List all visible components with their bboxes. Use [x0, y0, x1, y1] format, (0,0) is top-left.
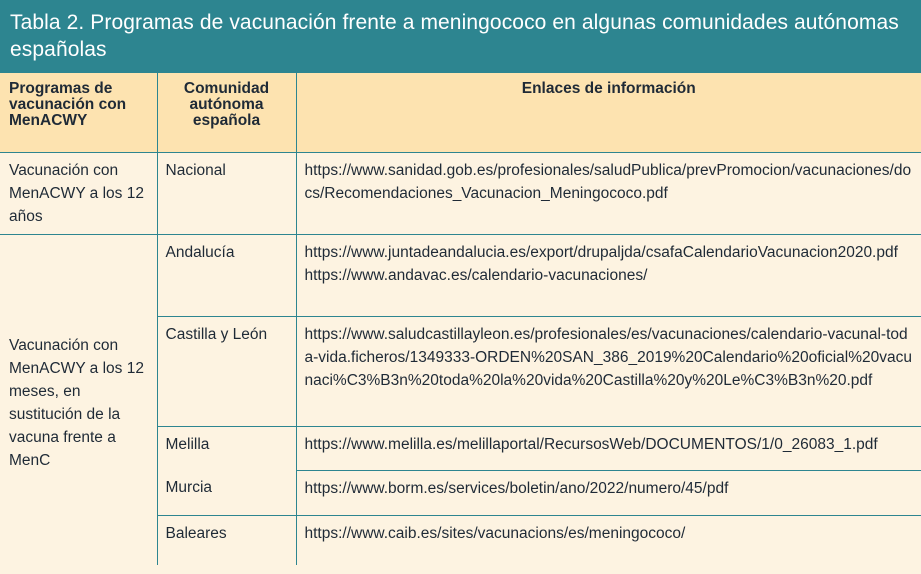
programa-cell: Vacunación con MenACWY a los 12 meses, en sustitución de la vacuna frente a MenC [9, 336, 144, 469]
programa-cell: Vacunación con MenACWY a los 12 años [0, 152, 157, 234]
links-cell [296, 234, 921, 316]
header-programas: Programas de vacunación con MenACWY [0, 73, 157, 152]
header-comunidad: Comunidad autónoma española [157, 73, 296, 152]
header-enlaces: Enlaces de información [296, 73, 921, 152]
comunidad-cell: Melilla [157, 426, 296, 470]
links-cell [296, 152, 921, 234]
comunidad-cell: Baleares [157, 515, 296, 565]
comunidad-cell: Murcia [157, 470, 296, 515]
info-link[interactable]: https://www.sanidad.gob.es/profesionales/saludPublica/prevPromocion/vacunaciones/docs/Recomendaciones_Vacunacion_Meningococo.pdf [304, 161, 912, 202]
info-link[interactable]: https://www.borm.es/services/boletin/ano/2022/numero/45/pdf [304, 479, 729, 497]
info-link[interactable]: https://www.melilla.es/melillaportal/RecursosWeb/DOCUMENTOS/1/0_26083_1.pdf [304, 435, 878, 453]
table-row [0, 234, 921, 316]
info-link[interactable]: https://www.saludcastillayleon.es/profesionales/es/vacunaciones/calendario-vacunal-toda-vida.ficheros/1349333-ORDEN%20SAN_386_2019%20Calendario%20oficial%20vacunaci%C3%B3n%20toda%20la%20vida%20Castilla%20y%20Le%C3%B3n%20.pdf [304, 325, 912, 389]
comunidad-cell: Andalucía [157, 234, 296, 316]
table-row [0, 152, 921, 234]
info-link[interactable]: https://www.caib.es/sites/vacunacions/es/meningococo/ [304, 524, 686, 542]
table-header-row [0, 73, 921, 152]
info-link[interactable]: https://www.juntadeandalucia.es/export/drupaljda/csafaCalendarioVacunacion2020.pdf [304, 243, 898, 261]
table-title: Tabla 2. Programas de vacunación frente a meningococo en algunas comunidades autónomas españolas [0, 0, 921, 73]
info-link[interactable]: https://www.andavac.es/calendario-vacunaciones/ [304, 266, 648, 284]
vaccination-table [0, 73, 921, 565]
comunidad-cell: Castilla y León [157, 316, 296, 426]
comunidad-cell: Nacional [157, 152, 296, 234]
links-cell [296, 316, 921, 426]
links-cell [296, 470, 921, 515]
links-cell [296, 426, 921, 470]
links-cell [296, 515, 921, 565]
